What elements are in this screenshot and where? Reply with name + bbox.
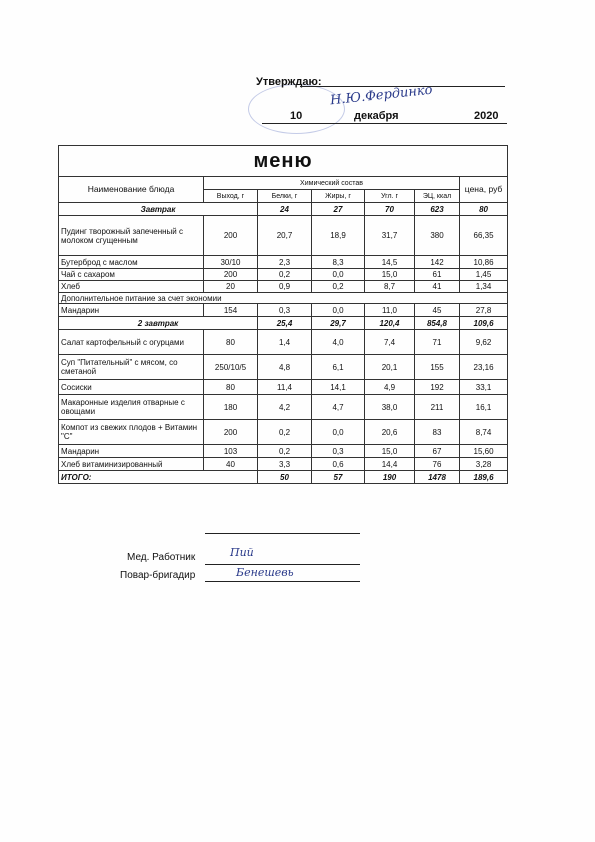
dish-output: 80 (204, 380, 258, 395)
dish-energy: 142 (415, 256, 460, 269)
dish-row (59, 395, 508, 420)
date-month: декабря (354, 110, 399, 122)
dish-energy: 380 (415, 216, 460, 256)
dish-name: Суп "Питательный" с мясом, со сметаной (59, 355, 204, 380)
dish-name: Бутерброд с маслом (59, 256, 204, 269)
dish-energy: 155 (415, 355, 460, 380)
dish-output: 180 (204, 395, 258, 420)
dish-carb: 20,1 (365, 355, 415, 380)
dish-price: 33,1 (460, 380, 508, 395)
section-breakfast (59, 203, 508, 216)
dish-output: 30/10 (204, 256, 258, 269)
dish-carb: 4,9 (365, 380, 415, 395)
dish-fat: 18,9 (312, 216, 365, 256)
menu-title: меню (59, 146, 508, 177)
section-label: 2 завтрак (59, 317, 258, 330)
section-fat: 29,7 (312, 317, 365, 330)
dish-output: 200 (204, 420, 258, 445)
dish-energy: 67 (415, 445, 460, 458)
dish-fat: 0,0 (312, 269, 365, 281)
cook-label: Повар-бригадир (120, 570, 196, 581)
dish-price: 8,74 (460, 420, 508, 445)
total-price: 189,6 (460, 471, 508, 484)
breakfast-rows (59, 216, 508, 293)
dish-row (59, 330, 508, 355)
dish-energy: 83 (415, 420, 460, 445)
dish-protein: 4,2 (258, 395, 312, 420)
signature-rule-top (205, 533, 360, 534)
dish-carb: 11,0 (365, 304, 415, 317)
medic-sign-line (205, 564, 360, 565)
date-day: 10 (290, 110, 303, 122)
dish-name: Сосиски (59, 380, 204, 395)
dish-carb: 7,4 (365, 330, 415, 355)
dish-row (59, 355, 508, 380)
approval-signature: Н.Ю.Фердинко (329, 82, 434, 109)
dish-name: Салат картофельный с огурцами (59, 330, 204, 355)
dish-protein: 0,2 (258, 445, 312, 458)
dish-protein: 0,9 (258, 281, 312, 293)
dish-energy: 45 (415, 304, 460, 317)
approval-label: Утверждаю: (256, 76, 322, 88)
dish-protein: 0,2 (258, 420, 312, 445)
section-second-breakfast (59, 317, 508, 330)
date-year: 2020 (474, 110, 499, 122)
approval-date (262, 110, 507, 124)
header-carb: Угл. г (365, 190, 415, 203)
section-carb: 70 (365, 203, 415, 216)
dish-carb: 38,0 (365, 395, 415, 420)
section-protein: 24 (258, 203, 312, 216)
section-label: Завтрак (59, 203, 258, 216)
section-carb: 120,4 (365, 317, 415, 330)
dish-price: 10,86 (460, 256, 508, 269)
header-price: цена, руб (460, 177, 508, 203)
dish-carb: 14,5 (365, 256, 415, 269)
dish-energy: 41 (415, 281, 460, 293)
dish-row (59, 304, 508, 317)
section-price: 109,6 (460, 317, 508, 330)
section-energy: 854,8 (415, 317, 460, 330)
dish-fat: 6,1 (312, 355, 365, 380)
dish-row (59, 216, 508, 256)
dish-row (59, 281, 508, 293)
cook-sign-line (205, 581, 360, 582)
dish-protein: 11,4 (258, 380, 312, 395)
dish-energy: 211 (415, 395, 460, 420)
dish-output: 250/10/5 (204, 355, 258, 380)
dish-protein: 4,8 (258, 355, 312, 380)
dish-output: 20 (204, 281, 258, 293)
section-extra (59, 293, 508, 304)
dish-fat: 0,3 (312, 445, 365, 458)
dish-fat: 4,0 (312, 330, 365, 355)
dish-name: Макаронные изделия отварные с овощами (59, 395, 204, 420)
total-energy: 1478 (415, 471, 460, 484)
dish-row (59, 380, 508, 395)
dish-price: 16,1 (460, 395, 508, 420)
dish-price: 9,62 (460, 330, 508, 355)
dish-price: 15,60 (460, 445, 508, 458)
dish-price: 1,45 (460, 269, 508, 281)
dish-name: Компот из свежих плодов + Витамин "С" (59, 420, 204, 445)
dish-output: 40 (204, 458, 258, 471)
dish-output: 200 (204, 216, 258, 256)
dish-energy: 61 (415, 269, 460, 281)
dish-output: 103 (204, 445, 258, 458)
dish-protein: 3,3 (258, 458, 312, 471)
dish-fat: 14,1 (312, 380, 365, 395)
dish-fat: 0,0 (312, 420, 365, 445)
total-fat: 57 (312, 471, 365, 484)
second-breakfast-rows (59, 330, 508, 471)
dish-name: Хлеб (59, 281, 204, 293)
header-fat: Жиры, г (312, 190, 365, 203)
dish-fat: 0,0 (312, 304, 365, 317)
dish-energy: 76 (415, 458, 460, 471)
dish-row (59, 458, 508, 471)
dish-output: 200 (204, 269, 258, 281)
extra-rows (59, 304, 508, 317)
header-protein: Белки, г (258, 190, 312, 203)
total-carb: 190 (365, 471, 415, 484)
section-energy: 623 (415, 203, 460, 216)
section-label: Дополнительное питание за счет экономии (59, 293, 508, 304)
header-energy: ЭЦ, ккал (415, 190, 460, 203)
dish-price: 1,34 (460, 281, 508, 293)
dish-protein: 20,7 (258, 216, 312, 256)
dish-carb: 15,0 (365, 445, 415, 458)
dish-fat: 0,6 (312, 458, 365, 471)
dish-row (59, 445, 508, 458)
dish-row (59, 269, 508, 281)
dish-energy: 192 (415, 380, 460, 395)
total-row (59, 471, 508, 484)
dish-protein: 1,4 (258, 330, 312, 355)
medic-signature: Пий (230, 546, 254, 559)
section-fat: 27 (312, 203, 365, 216)
dish-name: Хлеб витаминизированный (59, 458, 204, 471)
dish-row (59, 420, 508, 445)
dish-output: 80 (204, 330, 258, 355)
dish-carb: 15,0 (365, 269, 415, 281)
dish-price: 3,28 (460, 458, 508, 471)
dish-protein: 0,2 (258, 269, 312, 281)
cook-signature: Бенешевь (236, 566, 294, 579)
header-chem: Химический состав (204, 177, 460, 190)
dish-protein: 0,3 (258, 304, 312, 317)
menu-table (58, 145, 508, 484)
total-protein: 50 (258, 471, 312, 484)
dish-carb: 20,6 (365, 420, 415, 445)
approval-stamp (248, 84, 345, 134)
dish-name: Пудинг творожный запеченный с молоком сгущенным (59, 216, 204, 256)
dish-name: Чай с сахаром (59, 269, 204, 281)
total-label: ИТОГО: (59, 471, 258, 484)
header-output: Выход, г (204, 190, 258, 203)
dish-carb: 14,4 (365, 458, 415, 471)
dish-price: 66,35 (460, 216, 508, 256)
medic-label: Мед. Работник (127, 552, 196, 563)
dish-price: 27,8 (460, 304, 508, 317)
dish-row (59, 256, 508, 269)
header-dish: Наименование блюда (59, 177, 204, 203)
dish-carb: 31,7 (365, 216, 415, 256)
dish-energy: 71 (415, 330, 460, 355)
dish-carb: 8,7 (365, 281, 415, 293)
dish-fat: 0,2 (312, 281, 365, 293)
dish-protein: 2,3 (258, 256, 312, 269)
dish-name: Мандарин (59, 304, 204, 317)
dish-output: 154 (204, 304, 258, 317)
dish-fat: 8,3 (312, 256, 365, 269)
dish-price: 23,16 (460, 355, 508, 380)
section-protein: 25,4 (258, 317, 312, 330)
section-price: 80 (460, 203, 508, 216)
dish-name: Мандарин (59, 445, 204, 458)
dish-fat: 4,7 (312, 395, 365, 420)
